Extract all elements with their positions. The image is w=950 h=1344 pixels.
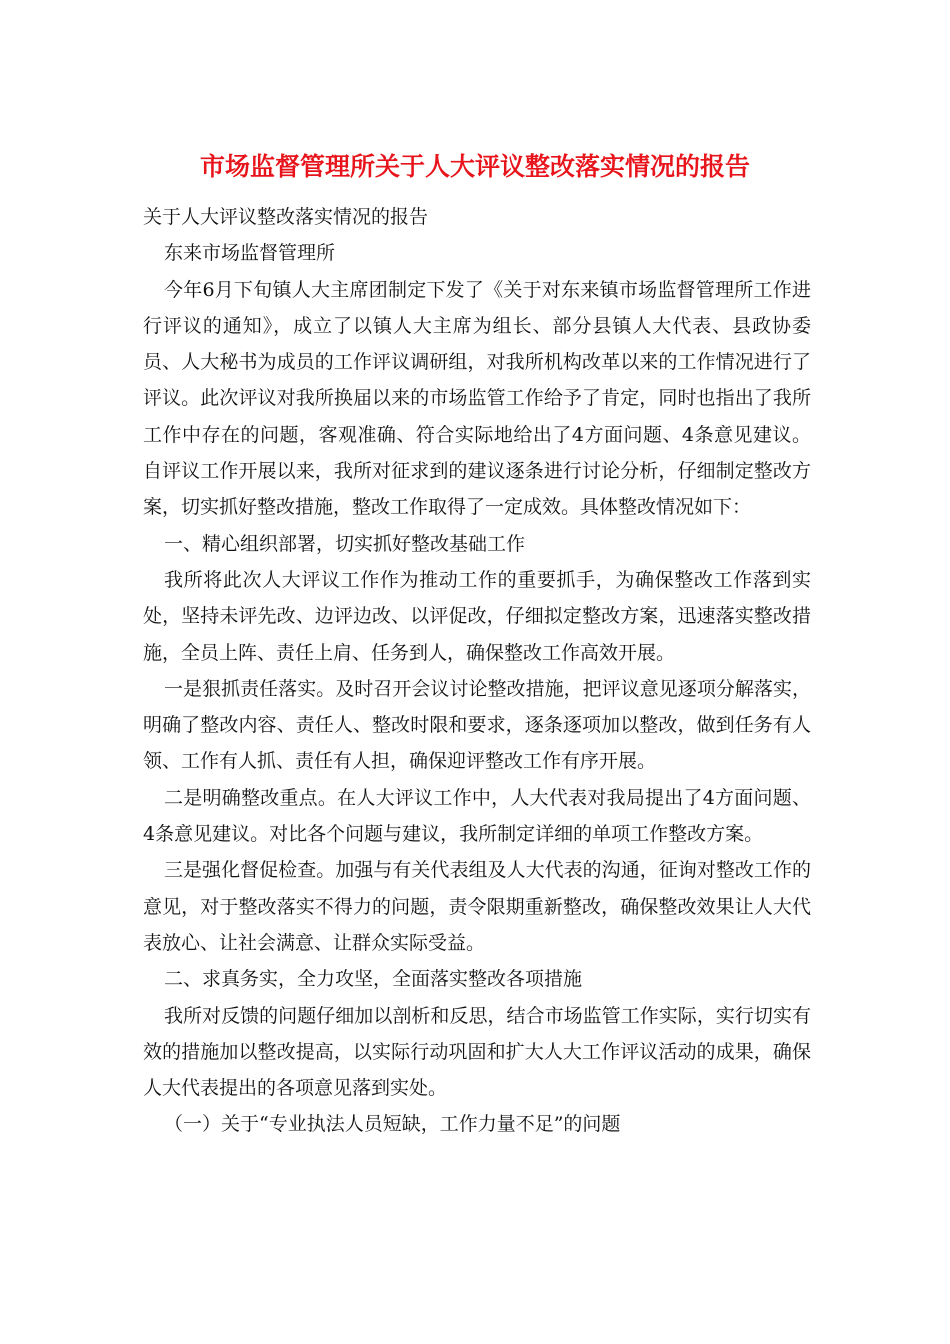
- document-title: 市场监督管理所关于人大评议整改落实情况的报告: [199, 152, 750, 181]
- body-paragraph: 我所对反馈的问题仔细加以剖析和反思，结合市场监管工作实际，实行切实有效的措施加以整改提高，以实际行动巩固和扩大人大工作评议活动的成果，确保人大代表提出的各项意见落到实处。: [143, 1004, 811, 1100]
- subtitle-paragraph: 关于人大评议整改落实情况的报告: [143, 206, 429, 228]
- body-paragraph: 一是狠抓责任落实。及时召开会议讨论整改措施，把评议意见逐项分解落实，明确了整改内容、责任人、整改时限和要求，逐条逐项加以整改，做到任务有人领、工作有人抓、责任有人担，确保迎评整改工作有序开展。: [143, 677, 811, 773]
- intro-paragraph: 今年6月下旬镇人大主席团制定下发了《关于对东来镇市场监督管理所工作进行评议的通知》，成立了以镇人大主席为组长、部分县镇人大代表、县政协委员、人大秘书为成员的工作评议调研组，对我所机构改革以来的工作情况进行了评议。此次评议对我所换届以来的市场监管工作给予了肯定，同时也指出了我所工作中存在的问题，客观准确、符合实际地给出了4方面问题、4条意见建议。自评议工作开展以来，我所对征求到的建议逐条进行讨论分析，仔细制定整改方案，切实抓好整改措施，整改工作取得了一定成效。具体整改情况如下：: [143, 278, 811, 519]
- document-body: [143, 199, 811, 1143]
- body-paragraph: 二是明确整改重点。在人大评议工作中，人大代表对我局提出了4方面问题、4条意见建议。对比各个问题与建议，我所制定详细的单项工作整改方案。: [143, 786, 811, 846]
- subsection-heading-1: （一）关于“专业执法人员短缺，工作力量不足”的问题: [164, 1113, 621, 1136]
- organization-name: 东来市场监督管理所: [164, 242, 336, 265]
- body-paragraph: 三是强化督促检查。加强与有关代表组及人大代表的沟通，征询对整改工作的意见，对于整改落实不得力的问题，责令限期重新整改，确保整改效果让人大代表放心、让社会满意、让群众实际受益。: [143, 859, 811, 954]
- section-heading-2: 二、求真务实，全力攻坚，全面落实整改各项措施: [164, 968, 583, 991]
- body-paragraph: 我所将此次人大评议工作作为推动工作的重要抓手，为确保整改工作落到实处，坚持未评先改、边评边改、以评促改，仔细拟定整改方案，迅速落实整改措施，全员上阵、责任上肩、任务到人，确保整改工作高效开展。: [143, 568, 811, 664]
- section-heading-1: 一、精心组织部署，切实抓好整改基础工作: [164, 532, 526, 555]
